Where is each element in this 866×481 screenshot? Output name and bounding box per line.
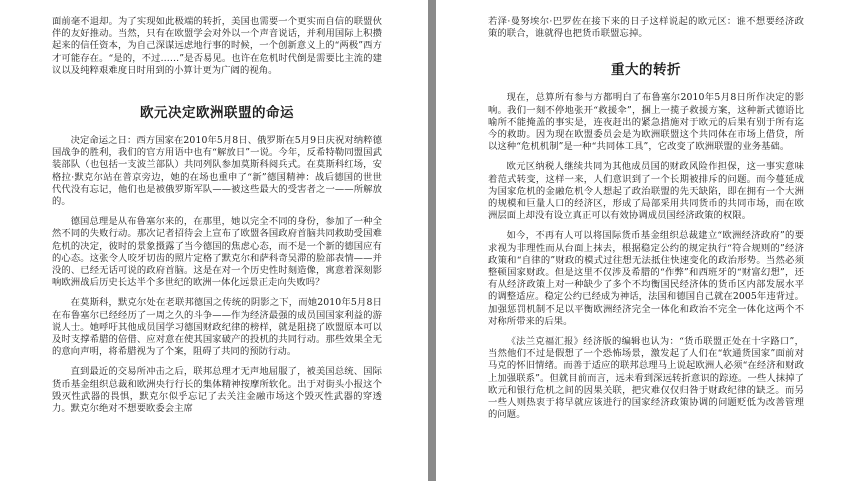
right-paragraph-2: 欧元区纳税人继续共同为其他成员国的财政风险作担保，这一事实意味着范式转变，这样一来，人们意识到了一个长期被排斥的问题。而今蔓延成为国家危机的金融危机令人想起了政治联盟的先天缺陷，即在拥有一个大洲的规模和巨量人口的经济区，形成了局部采用共同货币的共同市场，而在欧洲层面上却没有设立真正可以有效协调成员国经济政策的权限。: [488, 161, 804, 222]
right-page: [436, 0, 866, 481]
left-section-title: 欧元决定欧洲联盟的命运: [140, 105, 294, 122]
left-page: [0, 0, 428, 481]
left-paragraph-2: 德国总理是从布鲁塞尔来的，在那里，她以完全不同的身份，参加了一种全然不同的失败行动。那次记者招待会上宣布了欧盟各国政府首脑共同救助受国难危机的决定，彼时的景象摄露了当今德国的焦虑心态，而不是一个新的德国应有的心态。这张令人咬牙切齿的照片定格了默克尔和萨科奇吴滞的脸部表情——并没的、已经无话可说的政府首脑。这是在对一个历史性时刻造像，寓意着深刻影响欧洲战后历史长达半个多世纪的欧洲一体化远景正走向失败吗？: [52, 216, 382, 289]
right-paragraph-1: 现在，总算所有参与方都明白了布鲁塞尔2010年5月8日所作决定的影响。我们一刻不停地张开“救援伞”，捆上一揽子救援方案，这种新式德语比喻所不能掩盖的事实是，连夜赶出的紧急措施对于欧元的后果有别于所有迄今的救助。因为现在欧盟委员会是为欧洲联盟这个共同体在市场上借贷，所以这种“危机机制”是一种“共同体工具”，它改变了欧洲联盟的业务基础。: [488, 92, 804, 153]
page-divider: [428, 0, 436, 481]
right-paragraph-3: 如今，不再有人可以将国际货币基金组织总裁建立“欧洲经济政府”的要求视为非理性而从台面上抹去，根据稳定公约的规定执行“符合规则的”经济政策和“自律的”财政的模式过往想无法抵住快速变化的政治形势。当然必须整顿国家财政。但是这里不仅涉及希腊的“作弊”和西班牙的“财富幻想”，还有从经济政策上对一种缺少了多个不均衡国民经济体的货币区内部发展水平的调整适应。稳定公约已经成为神话，法国和德国自己就在2005年违背过。加强惩罚机制不足以平衡欧洲经济完全一体化和政治不完全一体化这两个不对称所带来的后果。: [488, 230, 804, 327]
left-intro-paragraph: 面前毫不退却。为了实现如此极端的转折，美国也需要一个更实而自信的联盟伙伴的友好推动。当然，只有在欧盟学会对外以一个声音说话，并利用国际上积攒起来的信任资本，为自己深谋远虑地行事的时候，一个创新意义上的“两极”西方才可能存在。“是的，不过……”是否易见。也许在危机时代倒是需要比主流的建议以及纯粹艰难度日时用到的小算计更为广阔的视角。: [52, 16, 382, 76]
right-section-title: 重大的转折: [611, 62, 681, 79]
left-paragraph-3: 在莫斯科，默克尔处在老联邦德国之传统的阴影之下，而她2010年5月8日在布鲁塞尔已经经历了一周之久的斗争——作为经济最强的成员国国家利益的游说人士。她呼吁其他成员国学习德国财政纪律的榜样，就是阻挠了欧盟原本可以及时支撑希腊的倍借、应对意在使其国家破产的投机的共同行动。那些效果全无的意向声明，将希腊视为了个案，阻碍了共同的预防行动。: [52, 297, 382, 358]
right-paragraph-4: 《法兰克福汇报》经济版的编辑也认为：“货币联盟正处在十字路口”，当然他们不过是假想了一个恐怖场景，激发起了人们在“软通货国家”面前对马克的怀旧情绪。而善于适应的联邦总理马上说起欧洲人必须“在经济和财政上加强联系”。但就目前而言，远未看到深远转折意识的踪迹。一些人抹掉了欧元和银行危机之间的因果关联，把灾难仅仅归咎于财政纪律的缺乏。而另一些人则热衷于将早就应该进行的国家经济政策协调的问题贬低为改善管理的问题。: [488, 336, 804, 421]
left-paragraph-1: 决定命运之日：西方国家在2010年5月8日、俄罗斯在5月9日庆祝对纳粹德国战争的胜利，我们的官方用语中也有“解放日”一说。今年，反希特勒同盟国武装部队（也包括一支波兰部队）共同列队参加莫斯科阅兵式。在莫斯科红场，安格拉·默克尔站在普京旁边，她的在场也重申了“新”德国精神：战后德国的世世代代没有忘记，他们也是被俄罗斯军队——被这些最大的受害者之一——所解放的。: [52, 135, 382, 208]
right-intro-paragraph: 若泽·曼努埃尔·巴罗佐在接下来的日子这样说起的欧元区：谁不想要经济政策的联合，谁就得也把货币联盟忘掉。: [488, 16, 804, 40]
left-paragraph-4: 直到最近的交易所冲击之后，联邦总理才无声地屈服了，被美国总统、国际货币基金组织总裁和欧洲央行行长的集体精神按摩所软化。出于对街头小报这个毁灭性武器的畏惧，默克尔似乎忘记了去关注金融市场这个毁灭性武器的穿透力。默克尔绝对不想要欧委会主席: [52, 366, 382, 415]
